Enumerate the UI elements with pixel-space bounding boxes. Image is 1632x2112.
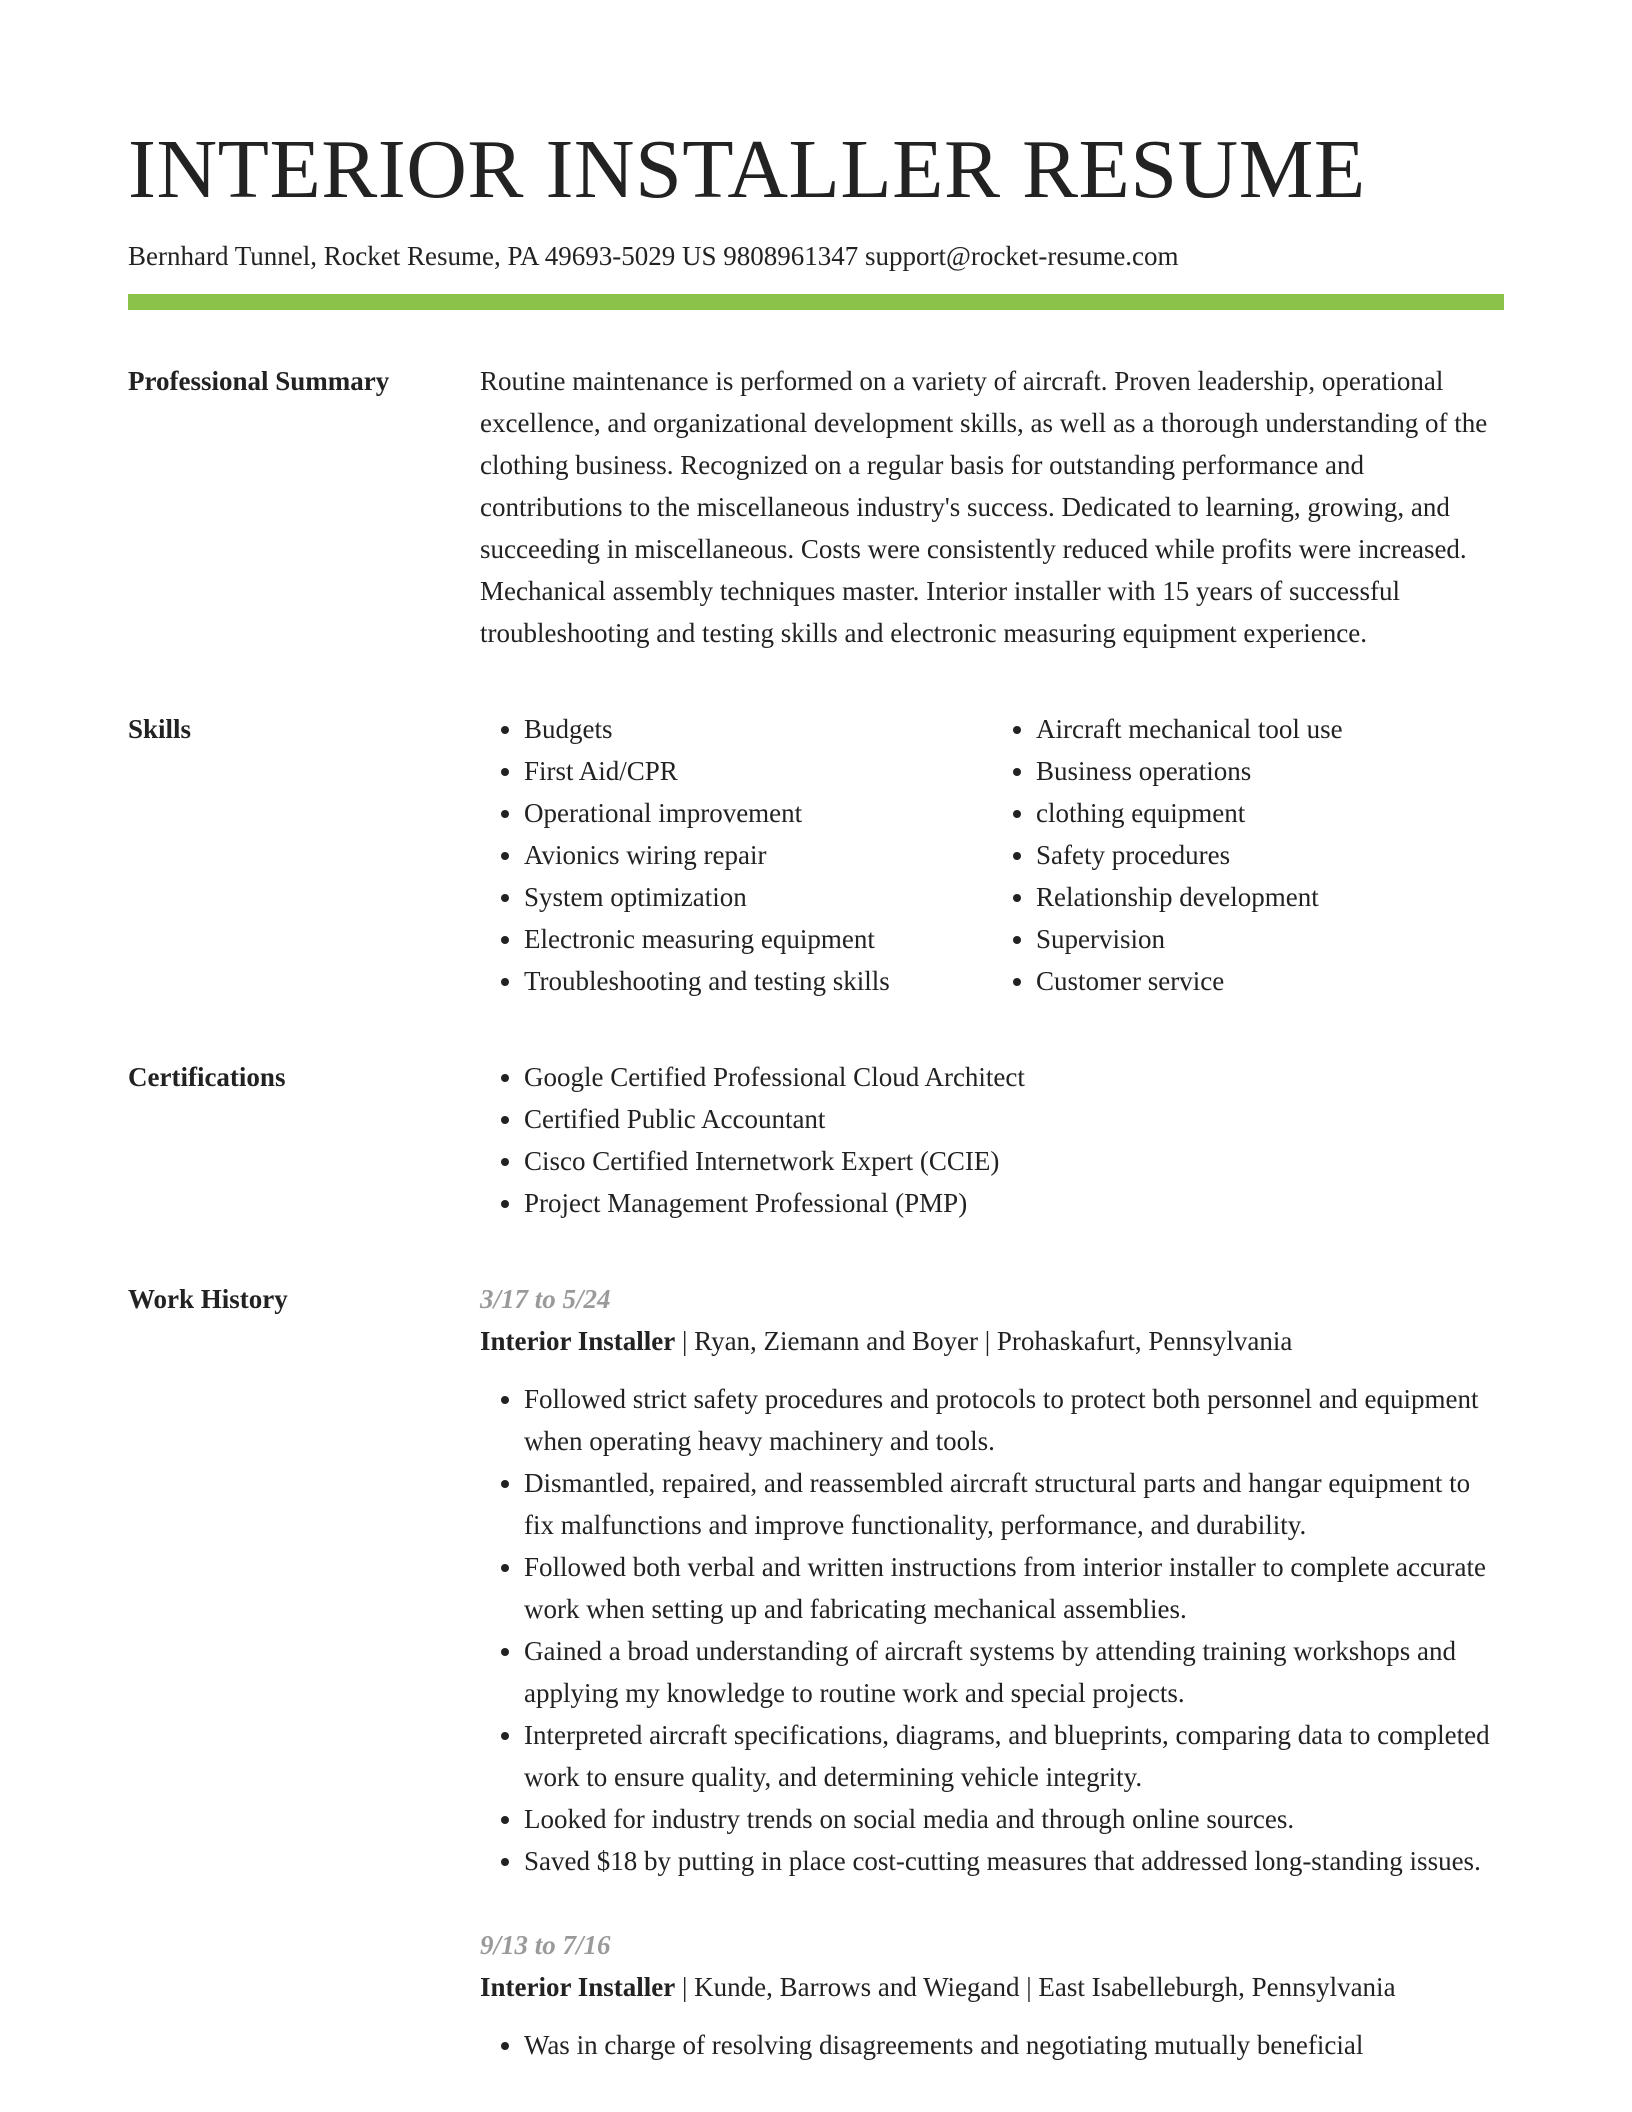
duty-item: • Was in charge of resolving disagreements and negotiating mutually beneficial	[524, 2024, 1504, 2066]
job-role: Interior Installer	[480, 1972, 676, 2003]
duty-item: • Saved $18 by putting in place cost-cutting measures that addressed long-standing issues.	[524, 1840, 1504, 1882]
duty-item: • Looked for industry trends on social media and through online sources.	[524, 1798, 1504, 1840]
job-entry	[480, 1924, 1504, 2066]
duty-item: • Gained a broad understanding of aircraft systems by attending training workshops and applying my knowledge to routine work and special projects.	[524, 1630, 1504, 1714]
skill-item: • Aircraft mechanical tool use	[1036, 708, 1504, 750]
skill-item: • Budgets	[524, 708, 992, 750]
skill-item: • Troubleshooting and testing skills	[524, 960, 992, 1002]
job-dates: 3/17 to 5/24	[480, 1284, 611, 1315]
work-history-section	[128, 1278, 1504, 2066]
summary-heading: Professional Summary	[128, 366, 390, 397]
summary-text: Routine maintenance is performed on a variety of aircraft. Proven leadership, operational excellence, and organizational development skills, as well as a thorough understanding of the clothing business. Recognized on a regular basis for outstanding performance and contributions to the miscellaneous industry's success. Dedicated to learning, growing, and succeeding in miscellaneous. Costs were consistently reduced while profits were increased. Mechanical assembly techniques master. Interior installer with 15 years of successful troubleshooting and testing skills and electronic measuring equipment experience.	[480, 366, 1488, 649]
job-role: Interior Installer	[480, 1326, 676, 1357]
duty-item: • Dismantled, repaired, and reassembled aircraft structural parts and hangar equipment to fix malfunctions and improve functionality, performance, and durability.	[524, 1462, 1504, 1546]
header-divider	[128, 294, 1504, 310]
job-title-line	[480, 1966, 1504, 2008]
certification-item: • Project Management Professional (PMP)	[524, 1182, 1504, 1224]
skill-item: • First Aid/CPR	[524, 750, 992, 792]
skills-heading: Skills	[128, 714, 192, 745]
job-employer: | Ryan, Ziemann and Boyer | Prohaskafurt, Pennsylvania	[675, 1326, 1293, 1357]
certifications-section	[128, 1056, 1504, 1224]
skills-section	[128, 708, 1504, 1002]
contact-line: Bernhard Tunnel, Rocket Resume, PA 49693-5029 US 9808961347 support@rocket-resume.com	[128, 241, 1179, 271]
resume-page	[128, 0, 1504, 2066]
skills-list-left	[480, 708, 992, 1002]
job-duties	[480, 1378, 1504, 1882]
skill-item: • Electronic measuring equipment	[524, 918, 992, 960]
job-dates: 9/13 to 7/16	[480, 1930, 611, 1961]
summary-section	[128, 360, 1504, 654]
skill-item: • clothing equipment	[1036, 792, 1504, 834]
job-duties	[480, 2024, 1504, 2066]
job-title-line	[480, 1320, 1504, 1362]
skill-item: • Avionics wiring repair	[524, 834, 992, 876]
job-entry	[480, 1278, 1504, 1882]
certifications-heading: Certifications	[128, 1062, 286, 1093]
skill-item: • System optimization	[524, 876, 992, 918]
duty-item: • Followed both verbal and written instructions from interior installer to complete accurate work when setting up and fabricating mechanical assemblies.	[524, 1546, 1504, 1630]
skill-item: • Relationship development	[1036, 876, 1504, 918]
skills-list-right	[992, 708, 1504, 1002]
skill-item: • Customer service	[1036, 960, 1504, 1002]
duty-item: • Interpreted aircraft specifications, diagrams, and blueprints, comparing data to completed work to ensure quality, and determining vehicle integrity.	[524, 1714, 1504, 1798]
work-history-heading: Work History	[128, 1284, 288, 1315]
certification-item: • Certified Public Accountant	[524, 1098, 1504, 1140]
certifications-list	[480, 1056, 1504, 1224]
certification-item: • Cisco Certified Internetwork Expert (CCIE)	[524, 1140, 1504, 1182]
job-employer: | Kunde, Barrows and Wiegand | East Isabelleburgh, Pennsylvania	[675, 1972, 1396, 2003]
skill-item: • Supervision	[1036, 918, 1504, 960]
certification-item: • Google Certified Professional Cloud Architect	[524, 1056, 1504, 1098]
skill-item: • Operational improvement	[524, 792, 992, 834]
duty-item: • Followed strict safety procedures and protocols to protect both personnel and equipment when operating heavy machinery and tools.	[524, 1378, 1504, 1462]
skill-item: • Safety procedures	[1036, 834, 1504, 876]
skill-item: • Business operations	[1036, 750, 1504, 792]
resume-title: INTERIOR INSTALLER RESUME	[128, 123, 1366, 216]
